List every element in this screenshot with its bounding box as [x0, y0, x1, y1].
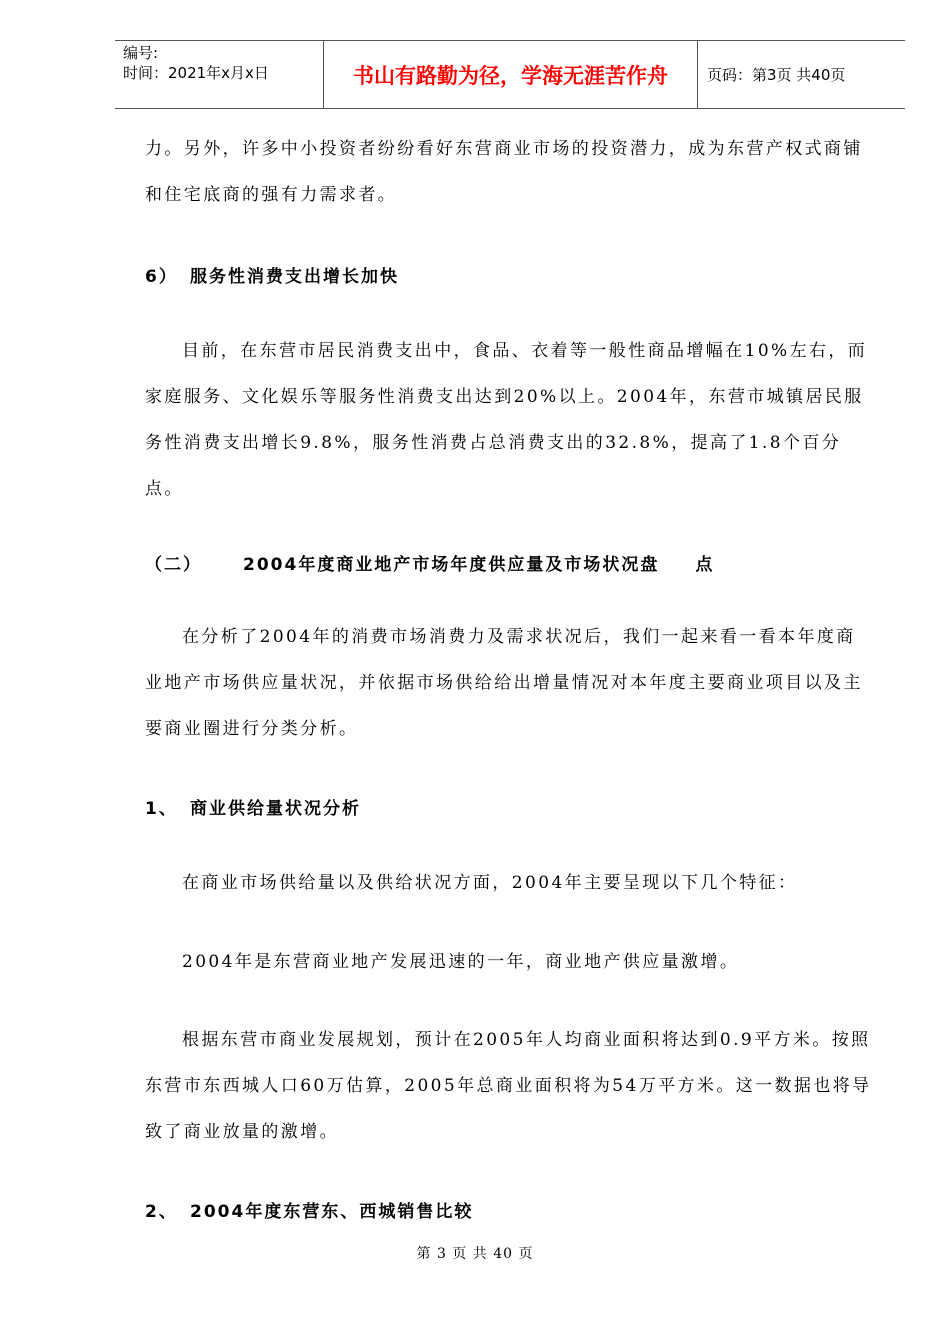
paragraph-planning: 根据东营市商业发展规划，预计在2005年人均商业面积将达到0.9平方米。按照东营市东西城人口60万估算，2005年总商业面积将为54万平方米。这一数据也将导致了商业放量的激增。 — [145, 1030, 872, 1142]
paragraph-consumption-stats: 目前，在东营市居民消费支出中，食品、衣着等一般性商品增幅在10%左右，而家庭服务、文化娱乐等服务性消费支出达到20%以上。2004年，东营市城镇居民服务性消费支出增长9.8%，服务性消费占总消费支出的32.8%，提高了1.8个百分点。 — [145, 341, 868, 499]
paragraph-supply-surge: 2004年是东营商业地产发展迅速的一年，商业地产供应量激增。 — [182, 952, 740, 972]
heading-number: 2、 — [145, 1202, 178, 1222]
section-heading-service-consumption — [145, 262, 399, 287]
page-footer: 第 3 页 共 40 页 — [416, 1246, 534, 1262]
section-heading-supply-analysis — [145, 794, 361, 819]
heading-text: 商业供给量状况分析 — [190, 799, 361, 819]
heading-text: 2004年度商业地产市场年度供应量及市场状况盘 — [243, 555, 660, 575]
section-heading-supply-review — [145, 550, 714, 575]
heading-text: 服务性消费支出增长加快 — [190, 267, 399, 287]
heading-number: （二） — [145, 555, 202, 575]
header-meta-cell — [115, 41, 324, 108]
section-heading-sales-comparison — [145, 1197, 473, 1222]
heading-text: 2004年度东营东、西城销售比较 — [190, 1202, 474, 1222]
heading-number: 1、 — [145, 799, 178, 819]
paragraph-investors: 力。另外，许多中小投资者纷纷看好东营商业市场的投资潜力，成为东营产权式商铺和住宅底商的强有力需求者。 — [145, 139, 863, 205]
header-page-info: 页码：第3页 共40页 — [707, 66, 846, 84]
heading-text-tail: 点 — [695, 555, 715, 575]
serial-label: 编号: — [123, 44, 159, 62]
time-label: 时间：2021年x月x日 — [123, 64, 269, 82]
paragraph-supply-features: 在商业市场供给量以及供给状况方面，2004年主要呈现以下几个特征： — [182, 873, 798, 893]
header-motto: 书山有路勤为径，学海无涯苦作舟 — [324, 41, 698, 108]
paragraph-supply-intro: 在分析了2004年的消费市场消费力及需求状况后，我们一起来看一看本年度商业地产市场供应量状况，并依据市场供给给出增量情况对本年度主要商业项目以及主要商业圈进行分类分析。 — [145, 627, 863, 739]
heading-number: 6） — [145, 267, 178, 287]
page-header — [115, 40, 905, 109]
